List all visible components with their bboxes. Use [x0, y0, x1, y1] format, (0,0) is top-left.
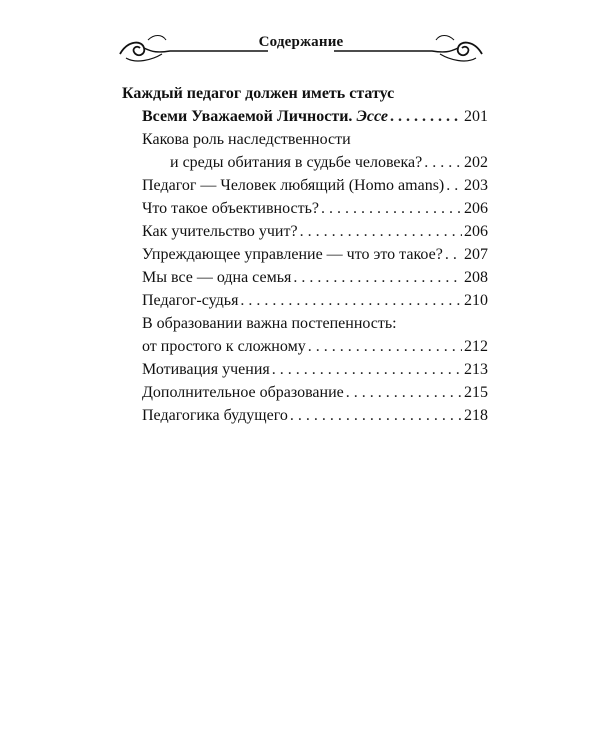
toc-entry-title: Упреждающее управление — что это такое? [142, 246, 443, 263]
toc-entry-title: Мотивация учения [142, 361, 270, 378]
dot-leader [272, 358, 462, 381]
toc-page-number: 203 [464, 177, 488, 194]
toc-page-number: 208 [464, 269, 488, 286]
toc-page-number: 202 [464, 154, 488, 171]
toc-entry-title: и среды обитания в судьбе человека? [170, 154, 423, 171]
toc-page-number: 215 [464, 384, 488, 401]
table-of-contents [122, 82, 488, 427]
toc-entry[interactable] [122, 266, 488, 289]
toc-entry-title: Какова роль наследственности [142, 131, 351, 148]
toc-page-number: 206 [464, 223, 488, 240]
toc-entry-title: Педагог — Человек любящий (Homo amans) [142, 177, 445, 194]
dot-leader [240, 289, 462, 312]
toc-entry[interactable] [122, 404, 488, 427]
toc-entry[interactable] [122, 243, 488, 266]
toc-entry-title: В образовании важна постепенность: [142, 315, 397, 332]
dot-leader [290, 404, 462, 427]
toc-entry-title: Дополнительное образование [142, 384, 344, 401]
toc-entry-title: Всеми Уважаемой Личности. [142, 108, 353, 125]
dot-leader [321, 197, 462, 220]
toc-page-number: 212 [464, 338, 488, 355]
toc-page-number: 207 [464, 246, 488, 263]
dot-leader [300, 220, 462, 243]
dot-leader [445, 243, 462, 266]
page-header [118, 28, 484, 68]
toc-entry-line1[interactable] [122, 312, 488, 335]
toc-entry-title: Педагогика будущего [142, 407, 288, 424]
dot-leader [308, 335, 462, 358]
toc-page-number: 210 [464, 292, 488, 309]
toc-entry-line1[interactable] [122, 128, 488, 151]
toc-section-title: Каждый педагог должен иметь статус [122, 85, 395, 102]
toc-entry-title: от простого к сложному [142, 338, 306, 355]
toc-entry-title: Педагог-судья [142, 292, 239, 309]
toc-entry[interactable] [122, 220, 488, 243]
dot-leader [346, 381, 462, 404]
toc-page-number: 201 [464, 108, 488, 125]
toc-entry-title: Как учительство учит? [142, 223, 298, 240]
dot-leader [390, 105, 462, 128]
toc-entry[interactable] [122, 289, 488, 312]
toc-entry[interactable] [122, 197, 488, 220]
toc-entry[interactable] [122, 105, 488, 128]
page-title: Содержание [258, 34, 344, 50]
toc-page-number: 213 [464, 361, 488, 378]
dot-leader [424, 151, 462, 174]
toc-page-number: 206 [464, 200, 488, 217]
toc-page-number: 218 [464, 407, 488, 424]
dot-leader [446, 174, 462, 197]
toc-entry-line2[interactable] [122, 151, 488, 174]
toc-entry-title-italic: Эссе [356, 108, 388, 125]
toc-entry-title: Мы все — одна семья [142, 269, 292, 286]
toc-entry[interactable] [122, 381, 488, 404]
toc-entry-line2[interactable] [122, 335, 488, 358]
toc-entry[interactable] [122, 358, 488, 381]
toc-entry[interactable] [122, 174, 488, 197]
dot-leader [293, 266, 462, 289]
toc-entry-title: Что такое объективность? [142, 200, 319, 217]
